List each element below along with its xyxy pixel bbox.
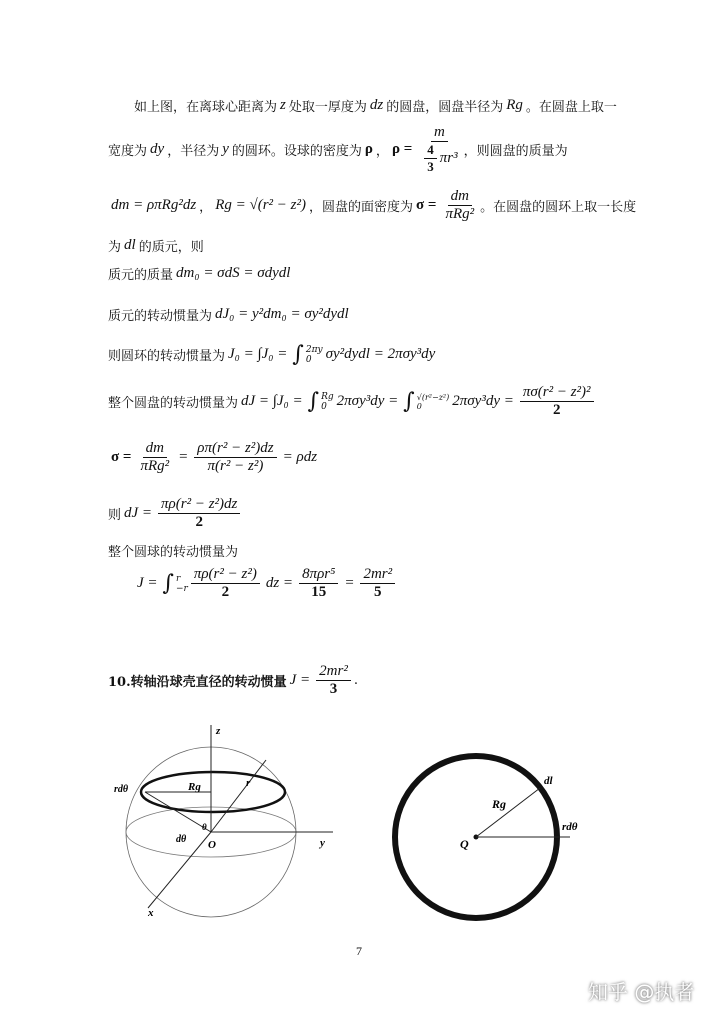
math: y bbox=[222, 141, 229, 157]
text: 质元的质量 bbox=[108, 268, 174, 283]
numerator: πρ(r² − z²)dz bbox=[158, 496, 240, 514]
fraction bbox=[137, 440, 172, 475]
lower-limit: −r bbox=[176, 583, 188, 594]
math: dy bbox=[150, 141, 165, 157]
numerator: m bbox=[431, 124, 448, 142]
math: J = bbox=[289, 672, 311, 688]
denominator: 2 bbox=[195, 514, 203, 530]
equation-line bbox=[134, 566, 398, 601]
numerator: 2mr² bbox=[360, 566, 395, 584]
upper-limit: 2πy bbox=[305, 344, 323, 355]
math: = bbox=[344, 575, 355, 591]
math: = ρdz bbox=[282, 449, 318, 465]
r-label: r bbox=[246, 777, 251, 789]
text-line bbox=[108, 541, 238, 560]
fraction bbox=[520, 384, 594, 419]
text: 宽度为 bbox=[108, 144, 148, 159]
upper-limit: r bbox=[176, 573, 181, 584]
math: dm = ρπRg²dz bbox=[111, 197, 197, 213]
fraction bbox=[191, 566, 260, 601]
text: ，圆盘的面密度为 bbox=[309, 200, 414, 215]
math: dJ₀ = y²dm₀ = σy²dydl bbox=[215, 306, 349, 322]
denominator: π(r² − z²) bbox=[207, 458, 264, 474]
equation-line bbox=[108, 305, 352, 324]
math: dz = bbox=[265, 575, 294, 591]
rdtheta-label: rdθ bbox=[562, 821, 578, 833]
math: σ = bbox=[416, 197, 437, 213]
sphere-diagram bbox=[108, 720, 348, 920]
denominator: πRg² bbox=[140, 458, 170, 474]
text: 为 bbox=[108, 240, 122, 255]
denominator: πRg² bbox=[445, 206, 475, 222]
fraction bbox=[442, 188, 477, 223]
math: dJ = bbox=[124, 505, 153, 521]
fraction bbox=[360, 566, 395, 601]
section-heading bbox=[108, 663, 358, 698]
upper-limit: √(r²−z²) bbox=[416, 392, 450, 402]
numerator: ρπ(r² − z²)dz bbox=[194, 440, 276, 458]
text: 的圆盘，圆盘半径为 bbox=[386, 100, 504, 115]
fraction bbox=[418, 124, 460, 175]
text: 如上图，在离球心距离为 bbox=[134, 100, 278, 115]
denominator: 2 bbox=[552, 402, 561, 418]
lower-limit: 0 bbox=[416, 401, 422, 411]
numerator: 2mr² bbox=[316, 663, 351, 681]
integral-sign: ∫ bbox=[307, 389, 320, 414]
text: ，则圆盘的质量为 bbox=[463, 144, 568, 159]
math: dm₀ = σdS = σdydl bbox=[176, 265, 291, 281]
text: 整个圆盘的转动惯量为 bbox=[108, 396, 239, 411]
text: 。在圆盘上取一 bbox=[525, 100, 617, 115]
integral-sign: ∫ bbox=[292, 342, 304, 367]
denominator: 15 bbox=[311, 584, 327, 600]
limits bbox=[306, 345, 323, 365]
heading-text: 10.转轴沿球壳直径的转动惯量 bbox=[108, 675, 287, 690]
y-axis-label: y bbox=[320, 837, 325, 849]
upper-limit: Rg bbox=[321, 391, 334, 402]
math: Rg bbox=[506, 97, 523, 113]
paragraph-line-4 bbox=[108, 236, 204, 255]
math: J₀ = ∫J₀ = bbox=[228, 346, 288, 362]
text: 质元的转动惯量为 bbox=[108, 309, 213, 324]
numerator: dm bbox=[448, 188, 472, 206]
dtheta-label: dθ bbox=[176, 834, 187, 845]
rg-label: Rg bbox=[492, 797, 507, 811]
equation-line bbox=[108, 264, 293, 283]
text: 。在圆盘的圆环上取一长度 bbox=[480, 200, 637, 215]
text: 整个圆球的转动惯量为 bbox=[108, 545, 239, 560]
origin-label: O bbox=[208, 839, 216, 851]
fraction bbox=[299, 566, 338, 601]
theta-label: θ bbox=[202, 822, 207, 832]
lower-limit: 0 bbox=[321, 401, 327, 412]
math: J = bbox=[137, 575, 158, 591]
math: σ = bbox=[111, 449, 132, 465]
numerator: dm bbox=[143, 440, 167, 458]
text: 处取一厚度为 bbox=[288, 100, 367, 115]
integral-sign: ∫ bbox=[162, 571, 174, 596]
z-axis-label: z bbox=[216, 725, 221, 737]
denominator: 5 bbox=[374, 584, 382, 600]
equation-line bbox=[108, 496, 243, 531]
text: ，半径为 bbox=[167, 144, 220, 159]
text: 则圆环的转动惯量为 bbox=[108, 349, 226, 364]
numerator: πσ(r² − z²)² bbox=[520, 384, 594, 402]
math: = bbox=[178, 449, 189, 465]
equation-line bbox=[108, 384, 597, 419]
paragraph-line-1 bbox=[134, 96, 617, 115]
text: 则 bbox=[108, 508, 122, 523]
rg-label: Rg bbox=[188, 781, 201, 793]
dl-label: dl bbox=[544, 775, 553, 787]
denominator bbox=[418, 142, 460, 175]
limits bbox=[321, 392, 334, 412]
lower-limit: 0 bbox=[305, 354, 312, 365]
math: z bbox=[280, 97, 286, 113]
equation-line bbox=[108, 440, 320, 475]
equation-line bbox=[108, 342, 438, 367]
text: 的圆环。设球的密度为 bbox=[231, 144, 362, 159]
numerator: 4 bbox=[424, 142, 437, 159]
numerator: πρ(r² − z²) bbox=[191, 566, 260, 584]
limits bbox=[176, 574, 188, 594]
math: Rg = √(r² − z²) bbox=[215, 197, 306, 213]
limits bbox=[417, 393, 450, 411]
math: σy²dydl = 2πσy³dy bbox=[325, 346, 436, 362]
center-label: Q bbox=[460, 837, 469, 851]
watermark: 知乎 @执者 bbox=[588, 980, 695, 1004]
math: πr³ bbox=[439, 149, 458, 166]
page-number: 7 bbox=[356, 944, 362, 958]
text: ， bbox=[375, 144, 389, 159]
math: 2πσy³dy = bbox=[336, 393, 399, 409]
math: ρ bbox=[364, 141, 373, 157]
math: dl bbox=[124, 237, 136, 253]
text: . bbox=[353, 673, 358, 688]
paragraph-line-2 bbox=[108, 124, 568, 175]
math: dz bbox=[369, 97, 384, 113]
fraction bbox=[316, 663, 351, 698]
numerator: 8πρr⁵ bbox=[299, 566, 338, 584]
text: 的质元，则 bbox=[138, 240, 204, 255]
paragraph-line-3 bbox=[108, 188, 636, 223]
denominator: 2 bbox=[221, 584, 230, 600]
ring-diagram bbox=[380, 730, 600, 930]
integral-sign: ∫ bbox=[403, 389, 415, 414]
text: ， bbox=[199, 200, 213, 215]
fraction bbox=[194, 440, 276, 475]
math: 2πσy³dy = bbox=[452, 393, 514, 409]
math: ρ = bbox=[391, 141, 413, 157]
denominator: 3 bbox=[427, 159, 434, 174]
rdtheta-label: rdθ bbox=[114, 784, 129, 795]
denominator: 3 bbox=[329, 681, 338, 697]
math: dJ = ∫J₀ = bbox=[241, 393, 303, 409]
fraction bbox=[158, 496, 240, 531]
x-axis-label: x bbox=[148, 907, 154, 919]
